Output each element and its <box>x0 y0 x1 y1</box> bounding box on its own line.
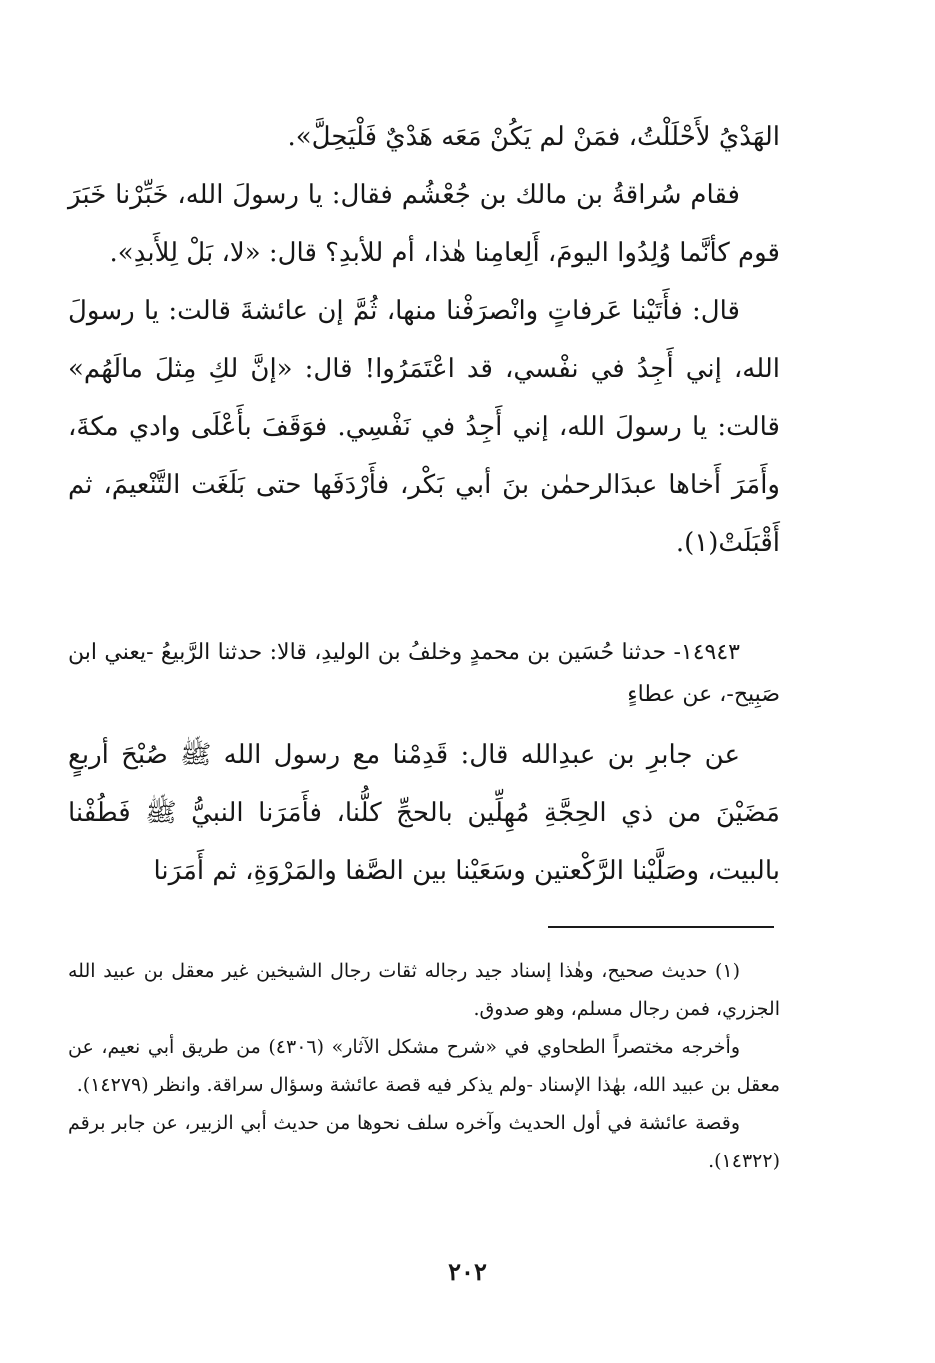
hadith-matn <box>68 726 780 900</box>
footnote-2: وأخرجه مختصراً الطحاوي في «شرح مشكل الآثار» (٤٣٠٦) من طريق أبي نعيم، عن معقل بن عبيد الله، بهٰذا الإسناد -ولم يذكر فيه قصة عائشة وسؤال سراقة. وانظر (١٤٢٧٩). <box>68 1036 780 1096</box>
main-paragraph-3: قال: فأَتَيْنا عَرفاتٍ وانْصرَفْنا منها، ثُمَّ إن عائشةَ قالت: يا رسولَ الله، إني أَجِدُ في نفْسي، قد اعْتَمَرُوا! قال: «إنَّ لكِ مِثلَ مالَهُم» قالت: يا رسولَ الله، إني أَجِدُ في نَفْسِي. فوَقَفَ بأَعْلَى وادي مكةَ، وأَمَرَ أَخاها عبدَالرحمٰن بنَ أبي بَكْر، فأَرْدَفَها حتى بَلَغَت التَّنْعيمَ، ثم أَقْبَلَتْ(١). <box>68 296 780 558</box>
hadith-isnad <box>68 632 780 716</box>
main-paragraph-2: فقام سُراقةُ بن مالك بن جُعْشُم فقال: يا رسولَ الله، خَبِّرْنا خَبَرَ قوم كأنَّما وُلِدُوا اليومَ، أَلِعامِنا هٰذا، أم للأبدِ؟ قال: «لا، بَلْ لِلأَبدِ». <box>68 180 780 268</box>
footnote-separator <box>548 926 774 928</box>
main-paragraph-1: الهَدْيُ لأَحْلَلْتُ، فمَنْ لم يَكُنْ مَعَه هَدْيٌ فَلْيَحِلَّ». <box>287 122 780 152</box>
footnotes <box>68 952 780 1180</box>
page-number: ٢٠٢ <box>448 1257 487 1286</box>
hadith-matn-text: عن جابرِ بن عبدِالله قال: قَدِمْنا مع رسول الله ﷺ صُبْحَ أربعٍ مَضَيْنَ من ذي الحِجَّةِ مُهِلِّين بالحجِّ كلُّنا، فأَمَرَنا النبيُّ ﷺ فَطُفْنا بالبيت، وصَلَّيْنا الرَّكْعتين وسَعَيْنا بين الصَّفا والمَرْوَةِ، ثم أَمَرَنا <box>68 740 780 886</box>
main-text <box>68 108 780 572</box>
footnote-1: (١) حديث صحيح، وهٰذا إسناد جيد رجاله ثقات رجال الشيخين غير معقل بن عبيد الله الجزري، فمن رجال مسلم، وهو صدوق. <box>68 960 780 1020</box>
hadith-isnad-text: ١٤٩٤٣- حدثنا حُسَين بن محمدٍ وخلفُ بن الوليدِ، قالا: حدثنا الرَّبيعُ -يعني ابن صَبِيح-، عن عطاءٍ <box>68 640 780 707</box>
footnote-3: وقصة عائشة في أول الحديث وآخره سلف نحوها من حديث أبي الزبير، عن جابر برقم (١٤٣٢٢). <box>68 1112 780 1172</box>
